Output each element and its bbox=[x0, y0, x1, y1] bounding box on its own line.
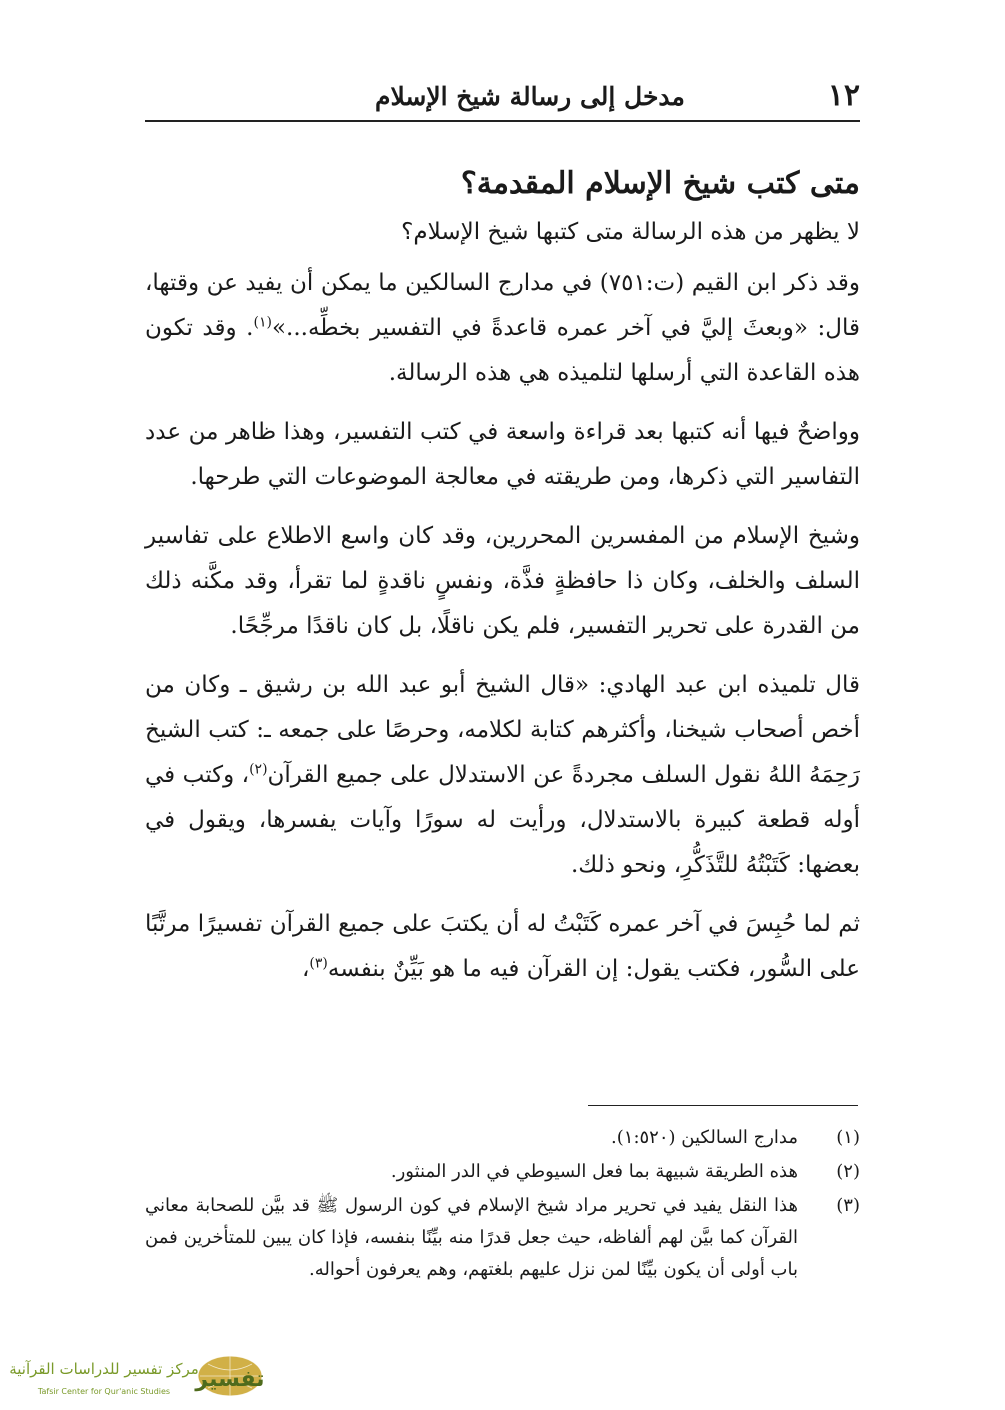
logo-name: مركز تفسير للدراسات القرآنية bbox=[9, 1360, 199, 1378]
footnote-1 bbox=[145, 1122, 860, 1154]
logo-subtitle: Tafsir Center for Qur'anic Studies bbox=[37, 1387, 171, 1396]
footnote-text: هذه الطريقة شبيهة بما فعل السيوطي في الدر المنثور. bbox=[390, 1161, 798, 1182]
footnotes bbox=[145, 1122, 860, 1288]
paragraph-2-text-a: وقد ذكر ابن القيم (ت:٧٥١) في مدارج السالكين ما يمكن أن يفيد عن وقتها، قال: «وبعثَ إليَّ في آخر عمره قاعدةً في التفسير بخطِّه...» bbox=[145, 270, 861, 341]
paragraph-5-text-a: قال تلميذه ابن عبد الهادي: «قال الشيخ أبو عبد الله بن رشيق ـ وكان من أخص أصحاب شيخنا، وأكثرهم كتابة لكلامه، وحرصًا على جمعه ـ: كتب الشيخ رَحِمَهُ اللهُ نقول السلف مجردةً عن الاستدلال على جميع القرآن bbox=[145, 672, 860, 788]
paragraph-5-text-b: ، وكتب في أوله قطعة كبيرة بالاستدلال، ورأيت له سورًا وآيات يفسرها، ويقول في بعضها: كَتَبْتُهُ للتَّذَكُّرِ، ونحو ذلك. bbox=[145, 762, 860, 878]
footnote-rule bbox=[588, 1105, 858, 1106]
footnote-text: مدارج السالكين (١:٥٢٠). bbox=[611, 1127, 798, 1148]
paragraph-4: وشيخ الإسلام من المفسرين المحررين، وقد كان واسع الاطلاع على تفاسير السلف والخلف، وكان ذا حافظةٍ فذَّة، ونفسٍ ناقدةٍ لما تقرأ، وقد مكَّنه ذلك من القدرة على تحرير التفسير، فلم يكن ناقلًا، بل كان ناقدًا مرجِّحًا. bbox=[145, 523, 860, 639]
paragraph-1: لا يظهر من هذه الرسالة متى كتبها شيخ الإسلام؟ bbox=[401, 219, 860, 245]
footnote-number: (٣) bbox=[836, 1195, 860, 1216]
footnote-text: هذا النقل يفيد في تحرير مراد شيخ الإسلام في كون الرسول ﷺ قد بيَّن للصحابة معاني القرآن كما بيَّن لهم ألفاظه، حيث جعل قدرًا منه بيِّنًا بنفسه، فإذا كان يبين للمتأخرين فمن باب أولى أن يكون بيِّنًا لمن نزل عليهم بلغتهم، وهم يعرفون أحواله. bbox=[145, 1195, 799, 1280]
running-head bbox=[145, 78, 860, 118]
footnote-ref-2: (٢) bbox=[249, 761, 268, 778]
footnote-ref-1: (١) bbox=[253, 314, 272, 331]
header-rule bbox=[145, 120, 860, 122]
section-title: متى كتب شيخ الإسلام المقدمة؟ bbox=[460, 166, 860, 201]
footnote-number: (١) bbox=[836, 1127, 860, 1148]
footnote-number: (٢) bbox=[836, 1161, 860, 1182]
footnote-ref-3: (٣) bbox=[309, 955, 328, 972]
logo-word: تفسير bbox=[195, 1367, 265, 1392]
paragraph-2-text-b: . وقد تكون هذه القاعدة التي أرسلها لتلميذه هي هذه الرسالة. bbox=[145, 315, 860, 386]
page-number: ١٢ bbox=[827, 78, 860, 113]
running-title: مدخل إلى رسالة شيخ الإسلام bbox=[375, 82, 685, 111]
paragraph-2 bbox=[145, 261, 860, 396]
paragraph-6-text-a: ثم لما حُبِسَ في آخر عمره كَتَبْتُ له أن يكتبَ على جميع القرآن تفسيرًا مرتَّبًا على السُّور، فكتب يقول: إن القرآن فيه ما هو بَيِّنٌ بنفسه bbox=[145, 911, 860, 982]
paragraph-6 bbox=[145, 902, 860, 992]
paragraph-6-text-b: ، bbox=[301, 956, 310, 982]
footnote-3 bbox=[145, 1190, 860, 1286]
main-text bbox=[145, 158, 860, 1006]
paragraph-5 bbox=[145, 663, 860, 888]
globe-emblem-icon bbox=[194, 1356, 264, 1396]
paragraph-3: وواضحٌ فيها أنه كتبها بعد قراءة واسعة في كتب التفسير، وهذا ظاهر من عدد التفاسير التي ذكرها، ومن طريقته في معالجة الموضوعات التي طرحها. bbox=[145, 419, 860, 490]
tafsir-center-logo bbox=[8, 1352, 268, 1402]
footnote-2 bbox=[145, 1156, 860, 1188]
